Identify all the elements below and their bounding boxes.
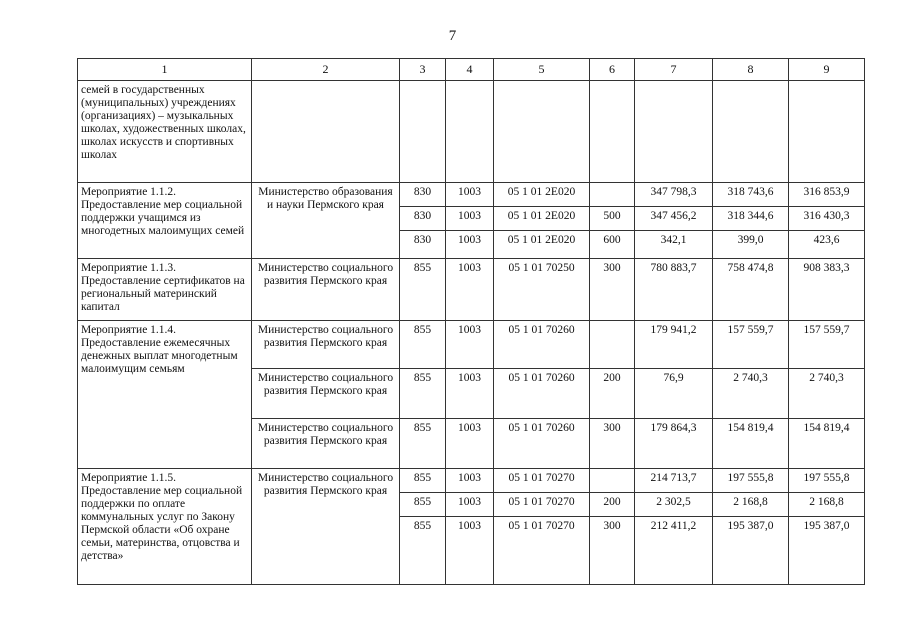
cell-col6: 300 (590, 419, 635, 469)
cell-col6 (590, 469, 635, 493)
table-row (78, 469, 865, 493)
cell-col5: 05 1 01 2E020 (494, 183, 590, 207)
cell-col7: 179 941,2 (635, 321, 713, 369)
cell-col8: 154 819,4 (713, 419, 789, 469)
cell-col3: 855 (400, 259, 446, 321)
cell-col6: 300 (590, 259, 635, 321)
measure-title: Мероприятие 1.1.5. Предоставление мер социальной поддержки по оплате коммунальных услуг по Закону Пермской области «Об охране семьи, материнства, отцовства и детства» (78, 469, 252, 585)
cell-col9: 908 383,3 (789, 259, 865, 321)
cell-col5: 05 1 01 70270 (494, 517, 590, 585)
cell-col6 (590, 321, 635, 369)
cell-col9: 157 559,7 (789, 321, 865, 369)
header-cell: 7 (635, 59, 713, 81)
cell-col5: 05 1 01 70260 (494, 369, 590, 419)
cell-col3: 830 (400, 207, 446, 231)
budget-table (77, 58, 865, 585)
cell-col9: 154 819,4 (789, 419, 865, 469)
cell-col5: 05 1 01 70260 (494, 419, 590, 469)
cell-col6: 600 (590, 231, 635, 259)
cell-col9: 195 387,0 (789, 517, 865, 585)
cell-col3: 855 (400, 369, 446, 419)
ministry-cell: Министерство социального развития Пермского края (252, 469, 400, 585)
cell-col8: 197 555,8 (713, 469, 789, 493)
cell-col7: 347 456,2 (635, 207, 713, 231)
cell-col9: 2 168,8 (789, 493, 865, 517)
cell-col7: 780 883,7 (635, 259, 713, 321)
header-row (78, 59, 865, 81)
cell-col6: 500 (590, 207, 635, 231)
header-cell: 3 (400, 59, 446, 81)
cell-col4: 1003 (446, 469, 494, 493)
cell-col6: 300 (590, 517, 635, 585)
cell-col6: 200 (590, 493, 635, 517)
cell-col7: 214 713,7 (635, 469, 713, 493)
cell-col4: 1003 (446, 419, 494, 469)
cell-col4: 1003 (446, 369, 494, 419)
table-row (78, 321, 865, 369)
ministry-cell: Министерство социального развития Пермского края (252, 259, 400, 321)
continuation-text: семей в государственных (муниципальных) учреждениях (организациях) – музыкальных школах, художественных школах, школах искусств и спортивных школах (78, 81, 252, 183)
ministry-cell: Министерство социального развития Пермского края (252, 419, 400, 469)
cell-col7: 179 864,3 (635, 419, 713, 469)
cell-col9: 316 430,3 (789, 207, 865, 231)
cell-col8: 195 387,0 (713, 517, 789, 585)
cell-col9: 423,6 (789, 231, 865, 259)
cell-col4: 1003 (446, 259, 494, 321)
cell-col3: 830 (400, 183, 446, 207)
cell-col9: 197 555,8 (789, 469, 865, 493)
ministry-cell: Министерство образования и науки Пермского края (252, 183, 400, 259)
cell-col5: 05 1 01 2E020 (494, 207, 590, 231)
cell-col4: 1003 (446, 207, 494, 231)
cell-col8: 157 559,7 (713, 321, 789, 369)
header-cell: 6 (590, 59, 635, 81)
measure-title: Мероприятие 1.1.2. Предоставление мер социальной поддержки учащимся из многодетных малоимущих семей (78, 183, 252, 259)
cell-col9: 316 853,9 (789, 183, 865, 207)
cell-col3: 855 (400, 419, 446, 469)
cell-col8: 399,0 (713, 231, 789, 259)
cell-col7: 347 798,3 (635, 183, 713, 207)
cell-col5: 05 1 01 2E020 (494, 231, 590, 259)
cell-col4: 1003 (446, 493, 494, 517)
table-row (78, 183, 865, 207)
cell-col9: 2 740,3 (789, 369, 865, 419)
ministry-cell: Министерство социального развития Пермского края (252, 321, 400, 369)
cell-col8: 758 474,8 (713, 259, 789, 321)
cell-col3: 855 (400, 517, 446, 585)
cell-col5: 05 1 01 70270 (494, 469, 590, 493)
table-row (78, 259, 865, 321)
cell-col7: 76,9 (635, 369, 713, 419)
page-number: 7 (448, 28, 457, 44)
cell-col7: 342,1 (635, 231, 713, 259)
header-cell: 5 (494, 59, 590, 81)
cell-col7: 2 302,5 (635, 493, 713, 517)
cell-col7: 212 411,2 (635, 517, 713, 585)
header-cell: 8 (713, 59, 789, 81)
cell-col8: 318 743,6 (713, 183, 789, 207)
cell-col6: 200 (590, 369, 635, 419)
cell-col5: 05 1 01 70250 (494, 259, 590, 321)
header-cell: 9 (789, 59, 865, 81)
header-cell: 1 (78, 59, 252, 81)
header-cell: 2 (252, 59, 400, 81)
header-cell: 4 (446, 59, 494, 81)
cell-col3: 855 (400, 469, 446, 493)
cell-col8: 2 168,8 (713, 493, 789, 517)
table-row (78, 81, 865, 183)
cell-col5: 05 1 01 70260 (494, 321, 590, 369)
cell-col5: 05 1 01 70270 (494, 493, 590, 517)
cell-col3: 830 (400, 231, 446, 259)
cell-col8: 2 740,3 (713, 369, 789, 419)
cell-col4: 1003 (446, 517, 494, 585)
cell-col6 (590, 183, 635, 207)
measure-title: Мероприятие 1.1.3. Предоставление сертификатов на региональный материнский капитал (78, 259, 252, 321)
ministry-cell: Министерство социального развития Пермского края (252, 369, 400, 419)
cell-col3: 855 (400, 321, 446, 369)
cell-col4: 1003 (446, 183, 494, 207)
cell-col3: 855 (400, 493, 446, 517)
cell-col8: 318 344,6 (713, 207, 789, 231)
cell-col4: 1003 (446, 321, 494, 369)
cell-col4: 1003 (446, 231, 494, 259)
measure-title: Мероприятие 1.1.4. Предоставление ежемесячных денежных выплат многодетным малоимущим семьям (78, 321, 252, 469)
